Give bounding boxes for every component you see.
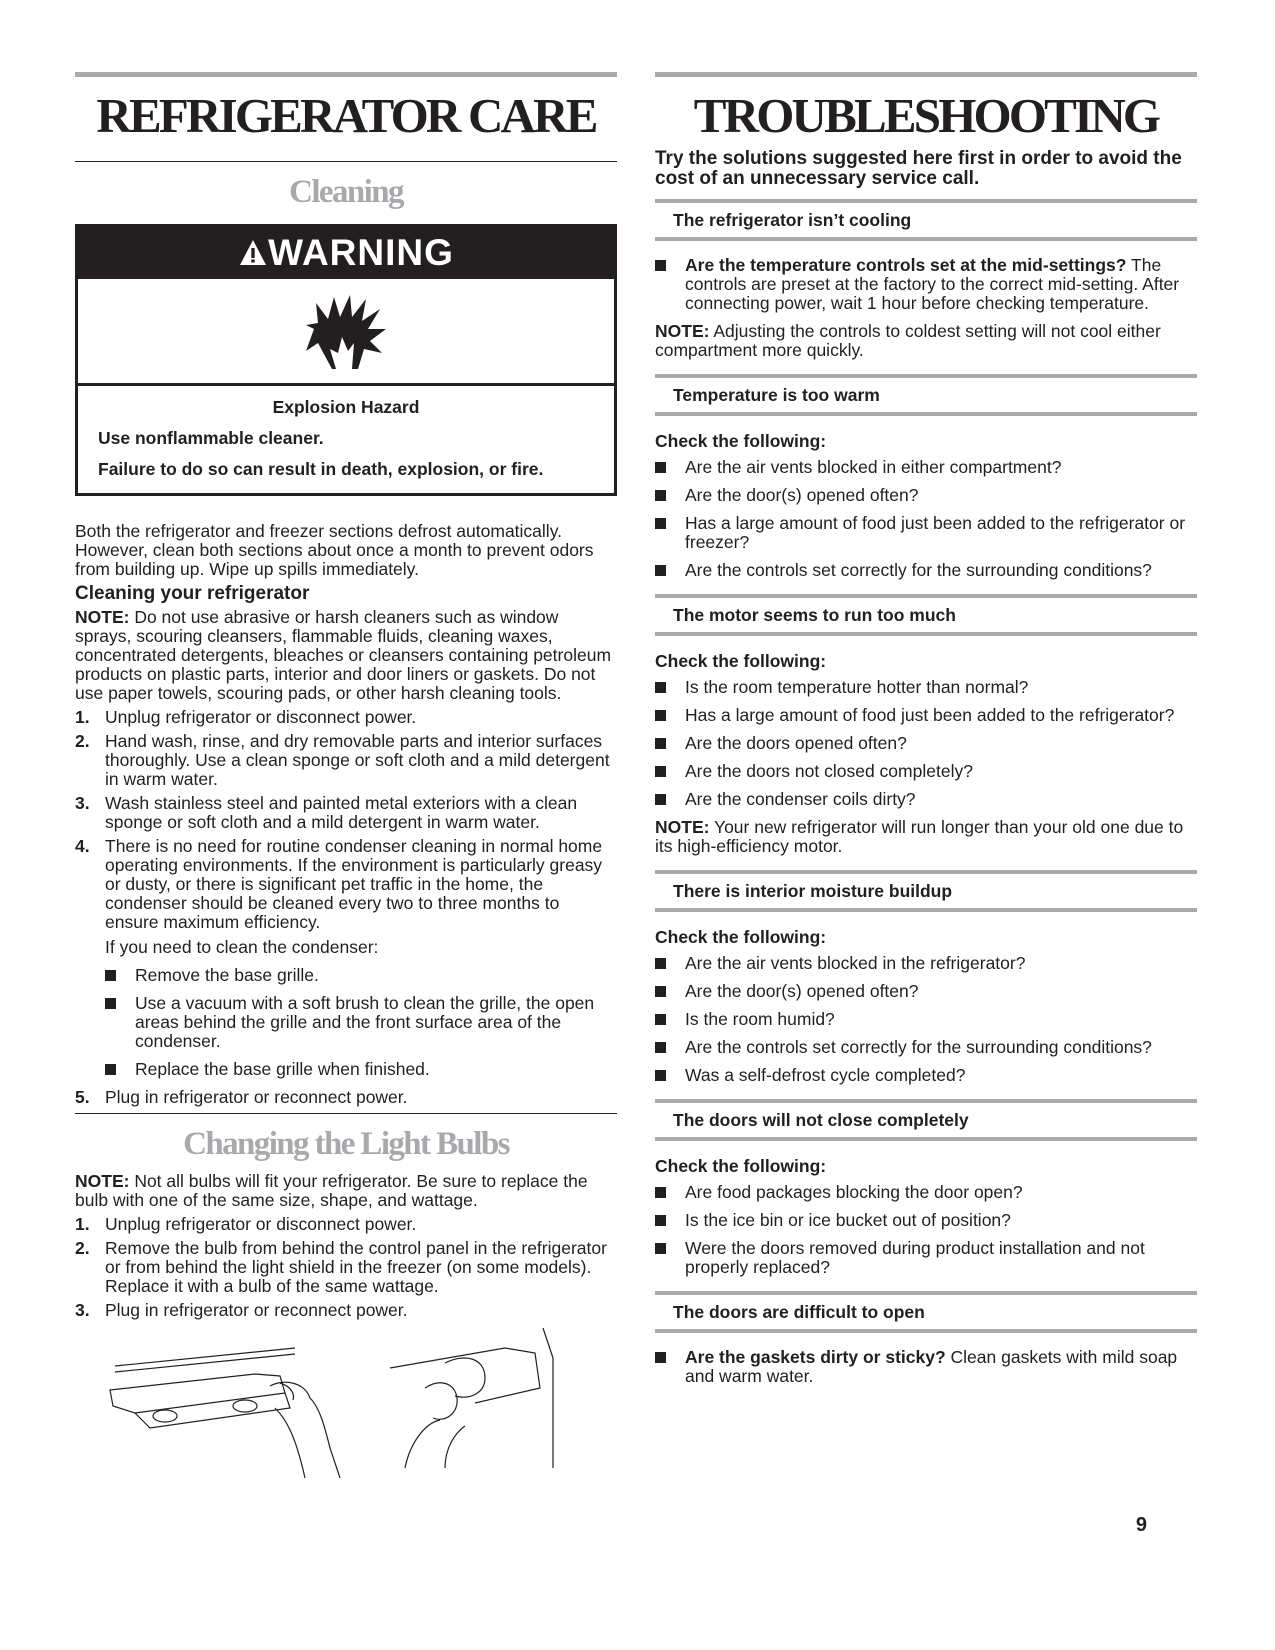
bullet-text: Are food packages blocking the door open? <box>685 1181 1023 1202</box>
bullet-text: Replace the base grille when finished. <box>135 1059 430 1080</box>
square-bullet-icon <box>105 970 116 981</box>
check-label: Check the following: <box>655 650 827 671</box>
top-rule <box>75 72 617 77</box>
freezer-light-shield-illustration <box>385 1328 585 1468</box>
list-item <box>655 1038 1197 1057</box>
warning-header <box>78 227 614 279</box>
answer-text: The controls are preset at the factory to the correct mid-setting. After connecting power, wait 1 hour before checking temperature. <box>685 254 1180 313</box>
cleaning-intro: Both the refrigerator and freezer sections defrost automatically. However, clean both sections about once a month to prevent odors from building up. Wipe up spills immediately. <box>75 521 594 580</box>
section-heading-motor: The motor seems to run too much <box>655 594 1197 636</box>
section-heading-too-warm: Temperature is too warm <box>655 374 1197 416</box>
bullet-text: Is the room humid? <box>685 1008 835 1029</box>
top-rule <box>655 72 1197 77</box>
refrigerator-care-column <box>75 72 617 1478</box>
condenser-steps <box>105 966 617 1079</box>
hazard-title: Explosion Hazard <box>272 397 420 418</box>
warning-body <box>78 386 614 493</box>
square-bullet-icon <box>655 1014 666 1025</box>
not-cooling-note <box>655 322 1197 360</box>
step-number: 4. <box>75 836 90 857</box>
bulb-illustrations <box>75 1338 617 1478</box>
warning-consequence: Failure to do so can result in death, explosion, or fire. <box>98 459 544 480</box>
cleaning-heading: Cleaning <box>289 173 403 210</box>
step-text: Unplug refrigerator or disconnect power. <box>105 707 417 728</box>
step-text: There is no need for routine condenser cleaning in normal home operating environments. If the environment is particularly greasy or dusty, or there is significant pet traffic in the home, the condenser should be cleaned every two to three months to ensure maximum efficiency. <box>105 836 603 933</box>
square-bullet-icon <box>655 986 666 997</box>
step-text: Wash stainless steel and painted metal exteriors with a clean sponge or soft cloth and a mild detergent in warm water. <box>105 793 578 833</box>
bullet-text: Are the controls set correctly for the surrounding conditions? <box>685 559 1152 580</box>
explosion-pictogram <box>78 279 614 386</box>
square-bullet-icon <box>655 565 666 576</box>
moisture-list <box>655 954 1197 1085</box>
note-text: Do not use abrasive or harsh cleaners such as window sprays, scouring cleansers, flammable fluids, cleaning waxes, concentrated detergents, bleaches or cleansers containing petroleum products on plastic parts, interior and door liners or gaskets. Do not use paper towels, scouring pads, or other harsh cleaning tools. <box>75 607 612 704</box>
list-item <box>655 1348 1197 1386</box>
note-text: Adjusting the controls to coldest setting will not cool either compartment more quickly. <box>655 320 1161 360</box>
square-bullet-icon <box>655 710 666 721</box>
square-bullet-icon <box>655 1187 666 1198</box>
square-bullet-icon <box>655 958 666 969</box>
square-bullet-icon <box>655 682 666 693</box>
check-label: Check the following: <box>655 926 827 947</box>
section-heading-doors-close: The doors will not close completely <box>655 1099 1197 1141</box>
warning-box <box>75 224 617 496</box>
list-item <box>655 1010 1197 1029</box>
square-bullet-icon <box>105 998 116 1009</box>
step-number: 1. <box>75 1214 90 1235</box>
list-item <box>655 1183 1197 1202</box>
bulbs-note <box>75 1172 617 1210</box>
list-item <box>75 1301 617 1320</box>
list-item <box>75 794 617 832</box>
list-item <box>655 734 1197 753</box>
too-warm-list <box>655 458 1197 580</box>
note-label: NOTE: <box>75 1171 130 1192</box>
bullet-text: Is the room temperature hotter than normal? <box>685 676 1029 697</box>
bullet-text: Are the doors not closed completely? <box>685 760 973 781</box>
troubleshooting-column <box>655 72 1197 1395</box>
list-item <box>655 706 1197 725</box>
list-item <box>655 256 1197 313</box>
cleaning-note <box>75 608 617 703</box>
bullet-text: Was a self-defrost cycle completed? <box>685 1064 966 1085</box>
list-item <box>75 708 617 727</box>
square-bullet-icon <box>655 1352 666 1363</box>
bullet-text: Are the door(s) opened often? <box>685 980 919 1001</box>
square-bullet-icon <box>655 518 666 529</box>
page-title-troubleshooting: TROUBLESHOOTING <box>693 88 1159 143</box>
step-number: 2. <box>75 731 90 752</box>
note-label: NOTE: <box>75 607 130 628</box>
list-item <box>655 790 1197 809</box>
square-bullet-icon <box>655 1042 666 1053</box>
square-bullet-icon <box>655 1070 666 1081</box>
list-item <box>655 1239 1197 1277</box>
doors-close-list <box>655 1183 1197 1277</box>
list-item <box>655 762 1197 781</box>
list-item <box>655 1066 1197 1085</box>
square-bullet-icon <box>655 260 666 271</box>
bullet-text: Use a vacuum with a soft brush to clean the grille, the open areas behind the grille and the front surface area of the condenser. <box>135 993 595 1052</box>
check-label: Check the following: <box>655 1155 827 1176</box>
question-text: Are the temperature controls set at the mid-settings? <box>685 254 1127 275</box>
condenser-intro: If you need to clean the condenser: <box>105 937 379 958</box>
step-number: 2. <box>75 1238 90 1259</box>
not-cooling-list <box>655 256 1197 313</box>
doors-open-list <box>655 1348 1197 1386</box>
section-heading-moisture: There is interior moisture buildup <box>655 870 1197 912</box>
step-number: 5. <box>75 1087 90 1108</box>
list-item <box>655 954 1197 973</box>
square-bullet-icon <box>655 1243 666 1254</box>
square-bullet-icon <box>655 1215 666 1226</box>
list-item <box>75 732 617 789</box>
list-item <box>105 994 617 1051</box>
square-bullet-icon <box>655 766 666 777</box>
note-text: Your new refrigerator will run longer than your old one due to its high-efficiency motor. <box>655 816 1184 856</box>
bullet-text: Are the air vents blocked in either compartment? <box>685 456 1062 477</box>
bulb-steps <box>75 1215 617 1320</box>
bullet-text: Were the doors removed during product installation and not properly replaced? <box>685 1237 1145 1277</box>
note-text: Not all bulbs will fit your refrigerator. Be sure to replace the bulb with one of the same size, shape, and wattage. <box>75 1171 588 1211</box>
step-number: 3. <box>75 1300 90 1321</box>
list-item <box>75 1088 617 1107</box>
bullet-text: Remove the base grille. <box>135 965 319 986</box>
step-text: Hand wash, rinse, and dry removable parts and interior surfaces thoroughly. Use a clean sponge or soft cloth and a mild detergent in warm water. <box>105 731 610 790</box>
list-item <box>655 514 1197 552</box>
list-item <box>105 1060 617 1079</box>
list-item <box>75 837 617 1079</box>
list-item <box>655 486 1197 505</box>
bullet-text: Are the condenser coils dirty? <box>685 788 916 809</box>
bullet-text: Has a large amount of food just been added to the refrigerator or freezer? <box>685 512 1186 552</box>
note-label: NOTE: <box>655 320 710 341</box>
list-item <box>655 982 1197 1001</box>
list-item <box>655 678 1197 697</box>
warning-triangle-icon <box>238 238 268 268</box>
square-bullet-icon <box>655 738 666 749</box>
section-heading-doors-open: The doors are difficult to open <box>655 1291 1197 1333</box>
motor-list <box>655 678 1197 809</box>
bullet-text: Are the air vents blocked in the refrigerator? <box>685 952 1026 973</box>
question-text: Are the gaskets dirty or sticky? <box>685 1346 946 1367</box>
divider <box>75 161 617 162</box>
control-panel-bulb-illustration <box>105 1338 365 1478</box>
divider <box>75 1113 617 1114</box>
page-number: 9 <box>1135 1514 1147 1536</box>
list-item <box>75 1239 617 1296</box>
section-heading-not-cooling: The refrigerator isn’t cooling <box>655 199 1197 241</box>
motor-note <box>655 818 1197 856</box>
troubleshooting-intro: Try the solutions suggested here first in order to avoid the cost of an unnecessary service call. <box>655 147 1182 189</box>
note-label: NOTE: <box>655 816 710 837</box>
bullet-text: Are the doors opened often? <box>685 732 907 753</box>
list-item <box>655 561 1197 580</box>
cleaning-subheading: Cleaning your refrigerator <box>75 583 310 605</box>
step-text: Remove the bulb from behind the control panel in the refrigerator or from behind the light shield in the freezer (on some models). Replace it with a bulb of the same wattage. <box>105 1238 607 1297</box>
square-bullet-icon <box>655 462 666 473</box>
warning-instruction: Use nonflammable cleaner. <box>98 428 324 449</box>
explosion-icon <box>304 293 388 369</box>
list-item <box>655 458 1197 477</box>
list-item <box>75 1215 617 1234</box>
page-title-refrigerator-care: REFRIGERATOR CARE <box>96 88 596 143</box>
bullet-text: Is the ice bin or ice bucket out of position? <box>685 1209 1011 1230</box>
warning-label: WARNING <box>268 232 454 274</box>
bullet-text: Are the door(s) opened often? <box>685 484 919 505</box>
square-bullet-icon <box>105 1064 116 1075</box>
cleaning-steps <box>75 708 617 1107</box>
list-item <box>105 966 617 985</box>
step-number: 3. <box>75 793 90 814</box>
bullet-text: Are the controls set correctly for the surrounding conditions? <box>685 1036 1152 1057</box>
square-bullet-icon <box>655 490 666 501</box>
check-label: Check the following: <box>655 430 827 451</box>
step-number: 1. <box>75 707 90 728</box>
list-item <box>655 1211 1197 1230</box>
step-text: Plug in refrigerator or reconnect power. <box>105 1300 408 1321</box>
bullet-text: Has a large amount of food just been added to the refrigerator? <box>685 704 1175 725</box>
square-bullet-icon <box>655 794 666 805</box>
answer-text: Clean gaskets with mild soap and warm water. <box>685 1346 1178 1386</box>
step-text: Plug in refrigerator or reconnect power. <box>105 1087 408 1108</box>
light-bulbs-heading: Changing the Light Bulbs <box>183 1126 509 1163</box>
step-text: Unplug refrigerator or disconnect power. <box>105 1214 417 1235</box>
